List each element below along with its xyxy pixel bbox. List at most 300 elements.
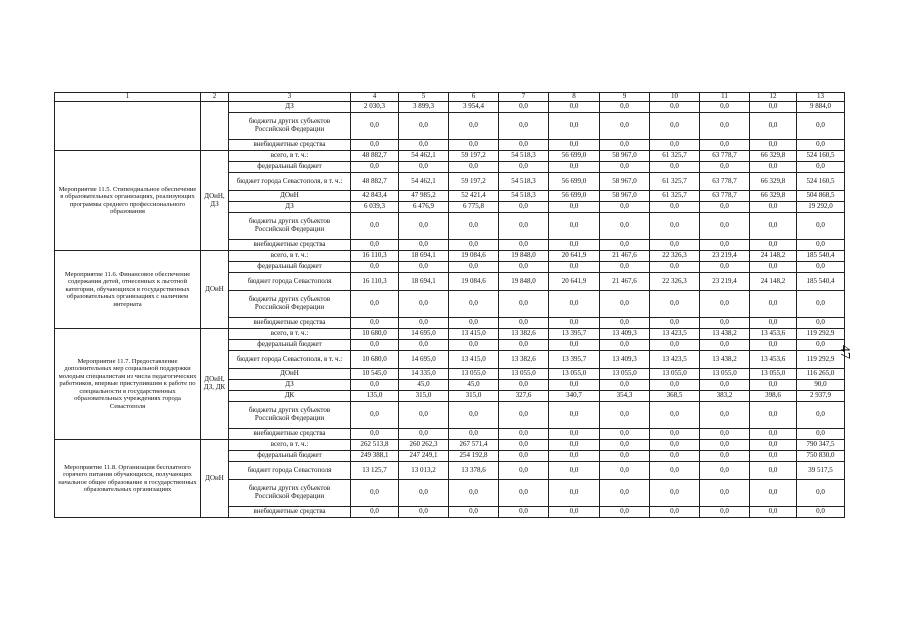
year-value: 21 467,6 [600,273,650,291]
year-value: 56 699,0 [549,151,600,162]
year-value: 0,0 [600,429,650,440]
year-value: 13 415,0 [449,351,499,369]
year-value: 0,0 [499,440,549,451]
column-number-header [55,93,845,102]
total-value: 0,0 [797,318,845,329]
year-value: 0,0 [499,462,549,480]
funding-source: всего, в т. ч.: [229,151,351,162]
total-value: 119 292,9 [797,329,845,340]
funding-source: бюджет города Севастополя, в т. ч.: [229,173,351,191]
total-value: 185 540,4 [797,251,845,262]
year-value: 0,0 [499,213,549,240]
funding-source: ДК [229,391,351,402]
year-value: 0,0 [700,480,750,507]
year-value: 6 476,9 [399,202,449,213]
year-value: 0,0 [549,451,600,462]
funding-source: ДЗ [229,102,351,113]
year-value: 0,0 [351,213,399,240]
year-value: 0,0 [600,202,650,213]
year-value: 0,0 [499,240,549,251]
year-value: 0,0 [750,113,797,140]
year-value: 13 438,2 [700,329,750,340]
year-value: 0,0 [650,440,700,451]
header-cell: 5 [399,93,449,102]
year-value: 24 148,2 [750,251,797,262]
year-value: 0,0 [700,202,750,213]
year-value: 16 110,3 [351,273,399,291]
year-value: 0,0 [700,162,750,173]
year-value: 13 438,2 [700,351,750,369]
total-value: 9 884,0 [797,102,845,113]
year-value: 354,3 [600,391,650,402]
funding-source: внебюджетные средства [229,240,351,251]
year-value: 0,0 [600,318,650,329]
executor: ДОиН, ДЗ [201,151,229,251]
header-cell: 11 [700,93,750,102]
year-value: 13 382,6 [499,329,549,340]
funding-source: федеральный бюджет [229,451,351,462]
year-value: 56 699,0 [549,191,600,202]
year-value: 59 197,2 [449,173,499,191]
year-value: 0,0 [351,318,399,329]
year-value: 66 329,8 [750,191,797,202]
year-value: 0,0 [499,507,549,518]
year-value: 340,7 [549,391,600,402]
year-value: 0,0 [700,240,750,251]
header-cell: 6 [449,93,499,102]
year-value: 19 848,0 [499,273,549,291]
year-value: 0,0 [650,480,700,507]
year-value: 14 695,0 [399,351,449,369]
year-value: 315,0 [449,391,499,402]
funding-source: бюджеты других субъектов Российской Федерации [229,113,351,140]
year-value: 0,0 [549,480,600,507]
year-value: 23 219,4 [700,251,750,262]
year-value: 0,0 [600,380,650,391]
table-row [55,251,845,262]
year-value: 0,0 [650,102,700,113]
year-value: 0,0 [549,402,600,429]
funding-source: бюджеты других субъектов Российской Федерации [229,402,351,429]
year-value: 0,0 [449,507,499,518]
year-value: 13 055,0 [449,369,499,380]
year-value: 249 388,1 [351,451,399,462]
year-value: 0,0 [700,291,750,318]
total-value: 90,0 [797,380,845,391]
year-value: 0,0 [600,440,650,451]
year-value: 6 039,3 [351,202,399,213]
year-value: 0,0 [549,113,600,140]
table-row [55,151,845,162]
year-value: 61 325,7 [650,191,700,202]
year-value: 0,0 [750,429,797,440]
year-value: 0,0 [750,340,797,351]
year-value: 42 843,4 [351,191,399,202]
year-value: 13 382,6 [499,351,549,369]
page-number: 47 [837,345,852,359]
funding-source: ДОиН [229,191,351,202]
total-value: 524 160,5 [797,151,845,162]
year-value: 22 326,3 [650,273,700,291]
table-row [55,329,845,340]
year-value: 0,0 [600,213,650,240]
year-value: 0,0 [549,202,600,213]
year-value: 58 967,0 [600,191,650,202]
year-value: 398,6 [750,391,797,402]
table-body [55,93,845,518]
year-value: 0,0 [351,113,399,140]
year-value: 254 192,8 [449,451,499,462]
funding-source: бюджет города Севастополя [229,273,351,291]
funding-source: федеральный бюджет [229,262,351,273]
header-cell: 3 [229,93,351,102]
year-value: 0,0 [750,318,797,329]
year-value: 0,0 [650,162,700,173]
year-value: 0,0 [449,240,499,251]
year-value: 0,0 [351,507,399,518]
year-value: 0,0 [499,102,549,113]
year-value: 267 571,4 [449,440,499,451]
year-value: 0,0 [449,318,499,329]
year-value: 0,0 [700,262,750,273]
year-value: 0,0 [549,213,600,240]
year-value: 0,0 [650,240,700,251]
year-value: 0,0 [750,140,797,151]
year-value: 0,0 [399,480,449,507]
year-value: 13 409,3 [600,329,650,340]
funding-source: бюджеты других субъектов Российской Федерации [229,213,351,240]
funding-source: всего, в т. ч.: [229,440,351,451]
year-value: 66 329,8 [750,151,797,162]
year-value: 0,0 [700,440,750,451]
year-value: 0,0 [600,140,650,151]
total-value: 0,0 [797,507,845,518]
total-value: 0,0 [797,213,845,240]
year-value: 0,0 [449,113,499,140]
year-value: 48 882,7 [351,173,399,191]
activity-name: Мероприятие 11.6. Финансовое обеспечение содержания детей, отнесенных к льготной категории, обучающихся в государственных образовательных организациях с наличием интерната [55,251,201,329]
year-value: 66 329,8 [750,173,797,191]
total-value: 0,0 [797,140,845,151]
year-value: 20 641,9 [549,273,600,291]
year-value: 0,0 [650,291,700,318]
funding-source: бюджеты других субъектов Российской Федерации [229,480,351,507]
year-value: 0,0 [351,240,399,251]
year-value: 59 197,2 [449,151,499,162]
year-value: 0,0 [700,113,750,140]
year-value: 0,0 [549,140,600,151]
total-value: 119 292,9 [797,351,845,369]
activity-name: Мероприятие 11.7. Предоставление дополнительных мер социальной поддержки молодым специалистам из числа педагогических работников, впервые приступившим к работе по специальности в государственных образовательных учреждениях города Севастополя [55,329,201,440]
year-value: 13 055,0 [650,369,700,380]
year-value: 13 395,7 [549,351,600,369]
year-value: 0,0 [650,213,700,240]
year-value: 54 518,3 [499,151,549,162]
year-value: 0,0 [600,480,650,507]
year-value: 0,0 [549,380,600,391]
year-value: 0,0 [549,440,600,451]
year-value: 63 778,7 [700,173,750,191]
funding-source: бюджет города Севастополя, в т. ч.: [229,351,351,369]
year-value: 0,0 [750,380,797,391]
year-value: 0,0 [700,451,750,462]
activity-name: Мероприятие 11.8. Организация бесплатного горячего питания обучающихся, получающих начальное общее образование в государственных образовательных организациях [55,440,201,518]
year-value: 0,0 [499,291,549,318]
total-value: 0,0 [797,480,845,507]
year-value: 0,0 [700,213,750,240]
header-cell: 9 [600,93,650,102]
year-value: 0,0 [750,213,797,240]
year-value: 0,0 [750,507,797,518]
year-value: 20 641,9 [549,251,600,262]
header-cell: 10 [650,93,700,102]
year-value: 0,0 [700,429,750,440]
year-value: 0,0 [750,240,797,251]
total-value: 0,0 [797,402,845,429]
header-cell: 7 [499,93,549,102]
year-value: 0,0 [700,340,750,351]
year-value: 0,0 [700,102,750,113]
year-value: 0,0 [650,262,700,273]
year-value: 58 967,0 [600,173,650,191]
year-value: 56 699,0 [549,173,600,191]
year-value: 13 395,7 [549,329,600,340]
year-value: 21 467,6 [600,251,650,262]
year-value: 10 545,0 [351,369,399,380]
year-value: 13 409,3 [600,351,650,369]
header-cell: 2 [201,93,229,102]
year-value: 13 055,0 [499,369,549,380]
year-value: 13 125,7 [351,462,399,480]
year-value: 0,0 [600,402,650,429]
year-value: 0,0 [700,318,750,329]
year-value: 0,0 [700,380,750,391]
year-value: 0,0 [399,402,449,429]
year-value: 0,0 [700,462,750,480]
year-value: 24 148,2 [750,273,797,291]
year-value: 0,0 [650,462,700,480]
year-value: 135,0 [351,391,399,402]
year-value: 0,0 [449,402,499,429]
year-value: 0,0 [449,291,499,318]
year-value: 0,0 [549,162,600,173]
year-value: 16 110,3 [351,251,399,262]
year-value: 0,0 [449,213,499,240]
year-value: 48 882,7 [351,151,399,162]
total-value: 0,0 [797,162,845,173]
year-value: 0,0 [700,507,750,518]
year-value: 18 694,1 [399,251,449,262]
year-value: 63 778,7 [700,191,750,202]
funding-source: ДОиН [229,369,351,380]
year-value: 13 453,6 [750,329,797,340]
year-value: 0,0 [549,291,600,318]
year-value: 0,0 [650,451,700,462]
year-value: 14 695,0 [399,329,449,340]
year-value: 0,0 [600,340,650,351]
year-value: 0,0 [399,291,449,318]
funding-source: внебюджетные средства [229,318,351,329]
funding-source: внебюджетные средства [229,140,351,151]
year-value: 2 030,3 [351,102,399,113]
year-value: 0,0 [750,162,797,173]
year-value: 0,0 [499,140,549,151]
total-value: 0,0 [797,262,845,273]
year-value: 0,0 [399,240,449,251]
year-value: 0,0 [399,429,449,440]
year-value: 0,0 [399,113,449,140]
year-value: 0,0 [750,402,797,429]
year-value: 0,0 [399,162,449,173]
total-value: 0,0 [797,113,845,140]
funding-source: бюджеты других субъектов Российской Федерации [229,291,351,318]
year-value: 0,0 [351,380,399,391]
year-value: 0,0 [750,451,797,462]
year-value: 0,0 [549,318,600,329]
year-value: 0,0 [351,402,399,429]
funding-source: всего, в т. ч.: [229,251,351,262]
year-value: 0,0 [351,291,399,318]
header-cell: 12 [750,93,797,102]
year-value: 0,0 [650,429,700,440]
executor: ДОиН [201,251,229,329]
total-value: 0,0 [797,240,845,251]
year-value: 54 518,3 [499,173,549,191]
year-value: 0,0 [499,480,549,507]
year-value: 0,0 [600,240,650,251]
year-value: 45,0 [449,380,499,391]
year-value: 0,0 [399,140,449,151]
year-value: 0,0 [650,318,700,329]
total-value: 2 937,9 [797,391,845,402]
year-value: 61 325,7 [650,151,700,162]
year-value: 13 055,0 [750,369,797,380]
executor: ДОиН, ДЗ, ДК [201,329,229,440]
header-cell: 8 [549,93,600,102]
year-value: 54 462,1 [399,173,449,191]
header-cell: 4 [351,93,399,102]
funding-source: федеральный бюджет [229,162,351,173]
total-value: 0,0 [797,291,845,318]
year-value: 52 421,4 [449,191,499,202]
funding-source: всего, в т. ч.: [229,329,351,340]
year-value: 13 423,5 [650,329,700,340]
year-value: 0,0 [449,140,499,151]
year-value: 0,0 [750,102,797,113]
total-value: 185 540,4 [797,273,845,291]
year-value: 13 013,2 [399,462,449,480]
year-value: 19 848,0 [499,251,549,262]
year-value: 0,0 [600,462,650,480]
year-value: 63 778,7 [700,151,750,162]
table-row [55,440,845,451]
year-value: 0,0 [399,507,449,518]
year-value: 0,0 [750,440,797,451]
executor: ДОиН [201,440,229,518]
year-value: 14 335,0 [399,369,449,380]
year-value: 13 378,6 [449,462,499,480]
budget-table [54,92,845,518]
funding-source: федеральный бюджет [229,340,351,351]
year-value: 0,0 [499,429,549,440]
year-value: 0,0 [549,102,600,113]
year-value: 0,0 [750,462,797,480]
total-value: 39 517,5 [797,462,845,480]
year-value: 0,0 [750,202,797,213]
year-value: 0,0 [750,291,797,318]
year-value: 315,0 [399,391,449,402]
year-value: 0,0 [549,262,600,273]
year-value: 13 423,5 [650,351,700,369]
total-value: 0,0 [797,340,845,351]
funding-source: внебюджетные средства [229,429,351,440]
year-value: 0,0 [499,318,549,329]
year-value: 0,0 [351,429,399,440]
activity-name: Мероприятие 11.5. Стипендиальное обеспечение в образовательных организациях, реализующих программы среднего профессионального образования [55,151,201,251]
total-value: 750 830,0 [797,451,845,462]
year-value: 0,0 [650,340,700,351]
year-value: 13 055,0 [549,369,600,380]
year-value: 54 462,1 [399,151,449,162]
year-value: 0,0 [549,507,600,518]
year-value: 262 513,8 [351,440,399,451]
year-value: 0,0 [549,462,600,480]
total-value: 524 160,5 [797,173,845,191]
year-value: 18 694,1 [399,273,449,291]
year-value: 0,0 [399,318,449,329]
funding-source: ДЗ [229,202,351,213]
year-value: 45,0 [399,380,449,391]
year-value: 0,0 [351,162,399,173]
year-value: 0,0 [600,113,650,140]
year-value: 0,0 [351,262,399,273]
year-value: 0,0 [499,262,549,273]
year-value: 6 775,8 [449,202,499,213]
year-value: 58 967,0 [600,151,650,162]
year-value: 23 219,4 [700,273,750,291]
year-value: 0,0 [499,202,549,213]
year-value: 0,0 [449,429,499,440]
year-value: 19 084,6 [449,273,499,291]
year-value: 0,0 [650,402,700,429]
year-value: 10 680,0 [351,351,399,369]
activity-name [55,102,201,151]
year-value: 0,0 [600,507,650,518]
executor [201,102,229,151]
table-row [55,102,845,113]
year-value: 0,0 [600,291,650,318]
funding-source: внебюджетные средства [229,507,351,518]
year-value: 0,0 [650,202,700,213]
total-value: 116 265,0 [797,369,845,380]
year-value: 327,6 [499,391,549,402]
year-value: 0,0 [549,240,600,251]
year-value: 0,0 [600,451,650,462]
year-value: 0,0 [650,380,700,391]
year-value: 0,0 [650,140,700,151]
header-cell: 1 [55,93,201,102]
total-value: 19 292,0 [797,202,845,213]
total-value: 790 347,5 [797,440,845,451]
year-value: 13 055,0 [600,369,650,380]
year-value: 0,0 [351,340,399,351]
year-value: 0,0 [600,262,650,273]
year-value: 0,0 [449,340,499,351]
year-value: 0,0 [351,140,399,151]
year-value: 3 954,4 [449,102,499,113]
year-value: 22 326,3 [650,251,700,262]
year-value: 0,0 [449,480,499,507]
